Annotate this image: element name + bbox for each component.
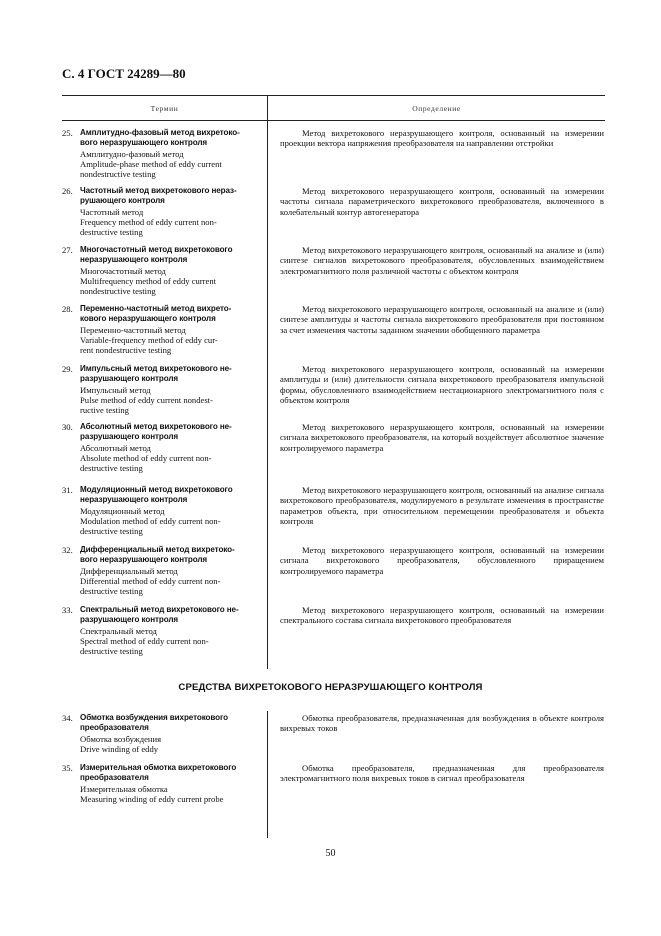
term-title: Спектральный метод вихретокового не- (80, 605, 239, 614)
term-number: 29. (62, 364, 73, 374)
definition-cell: Метод вихретокового неразрушающего контроля, основанный на измерении частоты сигнала параметрического вихретокового преобразователя, включенного в колебательный контур автогенератора (280, 186, 604, 217)
term-title-line (62, 422, 263, 432)
table-row (62, 485, 605, 536)
term-synonym: destructive testing (80, 646, 143, 657)
term-title: вого неразрушающего контроля (80, 138, 208, 148)
terms-table-2 (62, 711, 605, 838)
term-title: преобразователя (80, 773, 149, 783)
definition-cell: Метод вихретокового неразрушающего контроля, основанный на измерении проекции вектора напряжения преобразователя на направлении отстройки (280, 128, 604, 149)
term-synonym: destructive testing (80, 463, 143, 474)
table-row (62, 186, 605, 237)
term-title: рушающего контроля (80, 196, 165, 206)
section-title: СРЕДСТВА ВИХРЕТОКОВОГО НЕРАЗРУШАЮЩЕГО КОНТРОЛЯ (178, 682, 483, 693)
term-title: неразрушающего контроля (80, 255, 188, 265)
term-title-line (62, 128, 263, 138)
table-row (62, 763, 605, 804)
definition-cell: Метод вихретокового неразрушающего контроля, основанный на измерении сигнала вихретокового преобразователя, на который воздействует абсолютное значение контролируемого параметра (280, 422, 604, 453)
term-title: разрушающего контроля (80, 615, 179, 625)
table-header (62, 95, 605, 121)
term-title-line (62, 763, 263, 773)
terms-table (62, 95, 605, 669)
term-title-line (62, 485, 263, 495)
term-title: вого неразрушающего контроля (80, 555, 208, 565)
term-title-line (62, 364, 263, 374)
table-row (62, 304, 605, 355)
definition-cell: Метод вихретокового неразрушающего контроля, основанный на измерении амплитуды и (или) длительности сигнала вихретокового преобразователя импульсной формы, обусловленного взаимодействием нестационарного электромагнитного поля с объектом контроля (280, 364, 604, 405)
term-synonym: Measuring winding of eddy current probe (80, 793, 224, 804)
term-cell (62, 128, 267, 179)
definition-cell: Обмотка преобразователя, предназначенная для преобразователя электромагнитного поля вихревых токов в сигнал преобразователя (280, 763, 604, 784)
definition-cell: Метод вихретокового неразрушающего контроля, основанный на измерении спектрального состава сигнала вихретокового преобразователя (280, 605, 604, 626)
term-number: 30. (62, 422, 73, 432)
definition-cell: Метод вихретокового неразрушающего контроля, основанный на анализе сигнала вихретокового преобразователя, модулируемого в результате изменения в пространстве параметров объекта, при относительном перемещении преобразователя и объекта контроля (280, 485, 604, 526)
term-synonym: Дифференциальный метод (80, 565, 178, 576)
term-number: 32. (62, 545, 73, 555)
term-synonym: nondestructive testing (80, 169, 156, 180)
table-row (62, 128, 605, 179)
table-row (62, 245, 605, 296)
term-number: 33. (62, 605, 73, 615)
table-row (62, 545, 605, 596)
term-synonym: Амплитудно-фазовый метод (80, 148, 184, 159)
term-synonym: destructive testing (80, 586, 143, 597)
term-cell (62, 422, 267, 473)
term-title-line (62, 245, 263, 255)
term-synonym: Drive winding of eddy (80, 743, 159, 754)
term-synonym: destructive testing (80, 526, 143, 537)
term-number: 34. (62, 713, 73, 723)
table-row (62, 713, 605, 754)
page-header: С. 4 ГОСТ 24289—80 (62, 66, 186, 81)
table-row (62, 422, 605, 473)
term-title: Модуляционный метод вихретокового (80, 485, 233, 494)
term-title: преобразователя (80, 723, 149, 733)
term-cell (62, 763, 267, 804)
term-title: Дифференциальный метод вихретоко- (80, 545, 235, 554)
term-synonym: destructive testing (80, 227, 143, 238)
term-cell (62, 605, 267, 656)
definition-cell: Метод вихретокового неразрушающего контроля, основанный на анализе и (или) синтезе амплитуды и частоты сигнала вихретокового преобразователя при постоянном за счет изменения частоты заданном значении обобщенного параметра (280, 304, 604, 335)
table-body (62, 121, 605, 669)
term-number: 26. (62, 186, 73, 196)
term-cell (62, 545, 267, 596)
page-number: 50 (325, 848, 336, 859)
term-title: Абсолютный метод вихретокового не- (80, 422, 232, 431)
term-synonym: Variable-frequency method of eddy cur- (80, 334, 218, 345)
term-title: Обмотка возбуждения вихретокового (80, 713, 229, 722)
term-synonym: Абсолютный метод (80, 442, 151, 453)
term-cell (62, 485, 267, 536)
term-title: кового неразрушающего контроля (80, 314, 216, 324)
term-title: разрушающего контроля (80, 374, 179, 384)
term-title: Импульсный метод вихретокового не- (80, 364, 232, 373)
term-synonym: Измерительная обмотка (80, 783, 168, 794)
term-synonym: Переменно-частотный метод (80, 324, 186, 335)
term-title: Измерительная обмотка вихретокового (80, 763, 237, 772)
term-title: Переменно-частотный метод вихрето- (80, 304, 232, 313)
term-synonym: Модуляционный метод (80, 505, 165, 516)
term-number: 25. (62, 128, 73, 138)
term-synonym: Modulation method of eddy current non- (80, 515, 221, 526)
term-synonym: rent nondestructive testing (80, 345, 172, 356)
term-title-line (62, 304, 263, 314)
header-term: Термин (150, 103, 179, 113)
term-title: Частотный метод вихретокового нераз- (80, 186, 237, 195)
term-synonym: Pulse method of eddy current nondest- (80, 394, 213, 405)
term-synonym: Multifrequency method of eddy current (80, 275, 217, 286)
term-cell (62, 713, 267, 754)
term-synonym: Многочастотный метод (80, 265, 166, 276)
term-number: 35. (62, 763, 73, 773)
definition-cell: Метод вихретокового неразрушающего контроля, основанный на измерении сигнала вихретокового преобразователя, обусловленного приращением контролируемого параметра (280, 545, 604, 576)
header-definition: Определение (267, 96, 605, 120)
term-synonym: Частотный метод (80, 206, 144, 217)
term-synonym: Amplitude-phase method of eddy current (80, 158, 222, 169)
term-synonym: nondestructive testing (80, 286, 156, 297)
term-title: неразрушающего контроля (80, 495, 188, 505)
term-title: разрушающего контроля (80, 432, 179, 442)
term-synonym: ructive testing (80, 405, 129, 416)
term-title-line (62, 713, 263, 723)
term-cell (62, 186, 267, 237)
term-synonym: Обмотка возбуждения (80, 733, 162, 744)
term-synonym: Импульсный метод (80, 384, 151, 395)
term-cell (62, 364, 267, 415)
term-number: 31. (62, 485, 73, 495)
table-row (62, 364, 605, 415)
definition-cell: Обмотка преобразователя, предназначенная для возбуждения в объекте контроля вихревых токов (280, 713, 604, 734)
term-number: 28. (62, 304, 73, 314)
term-title: Многочастотный метод вихретокового (80, 245, 233, 254)
term-title-line (62, 605, 263, 615)
term-synonym: Спектральный метод (80, 625, 157, 636)
table-row (62, 605, 605, 656)
term-title-line (62, 186, 263, 196)
term-cell (62, 245, 267, 296)
definition-cell: Метод вихретокового неразрушающего контроля, основанный на анализе и (или) синтезе сигналов вихретокового преобразователя, обусловленных взаимодействием электромагнитного поля различной частоты с объектом контроля (280, 245, 604, 276)
term-synonym: Frequency method of eddy current non- (80, 216, 217, 227)
term-synonym: Differential method of eddy current non- (80, 575, 221, 586)
term-synonym: Spectral method of eddy current non- (80, 635, 209, 646)
term-synonym: Absolute method of eddy current non- (80, 452, 212, 463)
term-title: Амплитудно-фазовый метод вихретоко- (80, 128, 240, 137)
term-title-line (62, 545, 263, 555)
term-number: 27. (62, 245, 73, 255)
term-cell (62, 304, 267, 355)
